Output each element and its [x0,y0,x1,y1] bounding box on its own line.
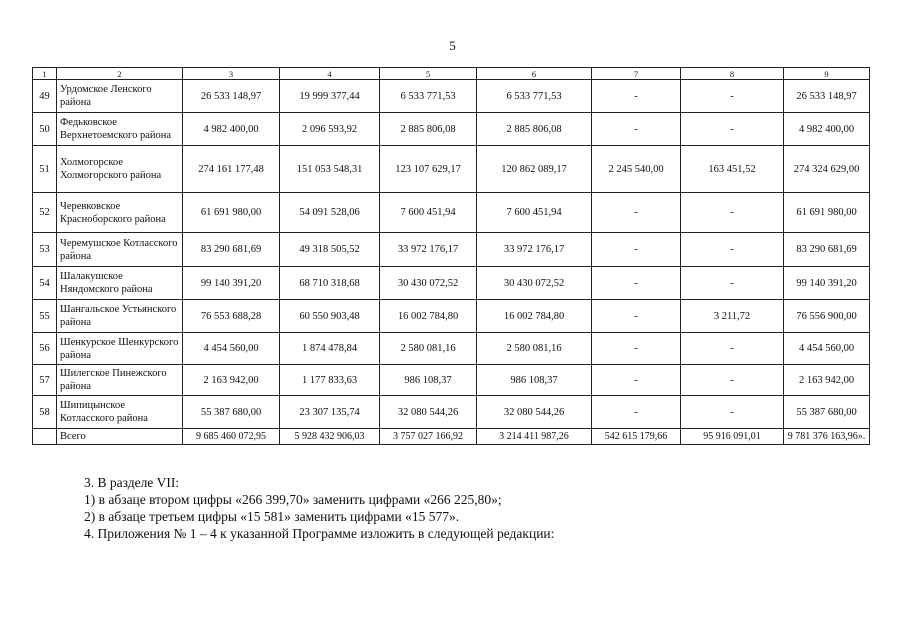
paragraph: 1) в абзаце втором цифры «266 399,70» заменить цифрами «266 225,80»; [84,492,502,507]
value-cell-c9: 2 163 942,00 [784,365,870,396]
value-cell-c6: 30 430 072,52 [477,267,592,300]
value-cell-c3: 76 553 688,28 [183,300,280,333]
table-row [33,113,870,146]
value-cell-c8: - [681,365,784,396]
value-cell-c4: 2 096 593,92 [280,113,380,146]
table-row [33,146,870,193]
value-cell-c6: 120 862 089,17 [477,146,592,193]
column-number: 9 [784,68,870,80]
value-cell-c9: 83 290 681,69 [784,233,870,267]
value-cell-c8: - [681,267,784,300]
amendment-text [84,474,554,542]
value-cell-c7: - [592,396,681,429]
municipality-name: Шангальское Устьянского района [57,300,183,333]
value-cell-c9: 26 533 148,97 [784,80,870,113]
value-cell-c9: 76 556 900,00 [784,300,870,333]
column-number: 7 [592,68,681,80]
paragraph: 2) в абзаце третьем цифры «15 581» заменить цифрами «15 577». [84,509,460,524]
value-cell-c9: 99 140 391,20 [784,267,870,300]
row-number: 53 [33,233,57,267]
value-cell-c7: - [592,365,681,396]
value-cell-c6: 986 108,37 [477,365,592,396]
value-cell-c6: 32 080 544,26 [477,396,592,429]
value-cell-c9: 4 982 400,00 [784,113,870,146]
value-cell-c8: - [681,80,784,113]
value-cell-c4: 49 318 505,52 [280,233,380,267]
value-cell-c7: 2 245 540,00 [592,146,681,193]
budget-table [32,67,870,445]
column-number: 2 [57,68,183,80]
value-cell-c7: - [592,233,681,267]
column-number: 6 [477,68,592,80]
value-cell-c5: 16 002 784,80 [380,300,477,333]
municipality-name: Шилегское Пинежского района [57,365,183,396]
value-cell-c4: 19 999 377,44 [280,80,380,113]
municipality-name: Шалакушское Няндомского района [57,267,183,300]
value-cell-c3: 26 533 148,97 [183,80,280,113]
row-number: 51 [33,146,57,193]
table-row [33,80,870,113]
column-number: 3 [183,68,280,80]
column-number: 5 [380,68,477,80]
total-value-c5: 3 757 027 166,92 [380,429,477,445]
value-cell-c8: - [681,333,784,365]
total-value-c4: 5 928 432 906,03 [280,429,380,445]
municipality-name: Шипицынское Котласского района [57,396,183,429]
total-label: Всего [57,429,183,445]
value-cell-c5: 2 885 806,08 [380,113,477,146]
value-cell-c5: 30 430 072,52 [380,267,477,300]
value-cell-c4: 23 307 135,74 [280,396,380,429]
column-number-row [33,68,870,80]
row-number: 57 [33,365,57,396]
row-number: 55 [33,300,57,333]
value-cell-c6: 2 580 081,16 [477,333,592,365]
row-number: 49 [33,80,57,113]
value-cell-c6: 7 600 451,94 [477,193,592,233]
column-number: 8 [681,68,784,80]
value-cell-c5: 2 580 081,16 [380,333,477,365]
value-cell-c5: 6 533 771,53 [380,80,477,113]
value-cell-c5: 32 080 544,26 [380,396,477,429]
value-cell-c9: 61 691 980,00 [784,193,870,233]
page-number: 5 [449,38,456,53]
total-value-c6: 3 214 411 987,26 [477,429,592,445]
value-cell-c8: - [681,193,784,233]
value-cell-c4: 68 710 318,68 [280,267,380,300]
value-cell-c5: 33 972 176,17 [380,233,477,267]
value-cell-c7: - [592,80,681,113]
column-number: 1 [33,68,57,80]
table-row [33,333,870,365]
value-cell-c7: - [592,193,681,233]
value-cell-c8: - [681,396,784,429]
value-cell-c3: 274 161 177,48 [183,146,280,193]
value-cell-c7: - [592,267,681,300]
value-cell-c6: 2 885 806,08 [477,113,592,146]
total-row [33,429,870,445]
value-cell-c7: - [592,300,681,333]
value-cell-c8: - [681,113,784,146]
value-cell-c9: 55 387 680,00 [784,396,870,429]
value-cell-c8: 3 211,72 [681,300,784,333]
row-number: 52 [33,193,57,233]
value-cell-c4: 54 091 528,06 [280,193,380,233]
value-cell-c6: 6 533 771,53 [477,80,592,113]
row-number: 54 [33,267,57,300]
value-cell-c8: 163 451,52 [681,146,784,193]
table-row [33,267,870,300]
value-cell-c6: 33 972 176,17 [477,233,592,267]
row-number: 56 [33,333,57,365]
value-cell-c3: 4 454 560,00 [183,333,280,365]
table-row [33,233,870,267]
table-row [33,193,870,233]
row-number [33,429,57,445]
municipality-name: Холмогорское Холмогорского района [57,146,183,193]
value-cell-c7: - [592,113,681,146]
value-cell-c9: 274 324 629,00 [784,146,870,193]
paragraph: 3. В разделе VII: [84,475,180,490]
row-number: 50 [33,113,57,146]
value-cell-c6: 16 002 784,80 [477,300,592,333]
value-cell-c4: 1 177 833,63 [280,365,380,396]
total-value-c8: 95 916 091,01 [681,429,784,445]
value-cell-c9: 4 454 560,00 [784,333,870,365]
table-row [33,396,870,429]
total-value-c3: 9 685 460 072,95 [183,429,280,445]
value-cell-c4: 60 550 903,48 [280,300,380,333]
municipality-name: Черемушское Котласского района [57,233,183,267]
value-cell-c4: 151 053 548,31 [280,146,380,193]
table-row [33,365,870,396]
value-cell-c7: - [592,333,681,365]
municipality-name: Черевковское Красноборского района [57,193,183,233]
value-cell-c3: 2 163 942,00 [183,365,280,396]
value-cell-c3: 55 387 680,00 [183,396,280,429]
total-value-c9: 9 781 376 163,96». [784,429,870,445]
value-cell-c3: 83 290 681,69 [183,233,280,267]
value-cell-c3: 99 140 391,20 [183,267,280,300]
column-number: 4 [280,68,380,80]
value-cell-c5: 986 108,37 [380,365,477,396]
value-cell-c5: 7 600 451,94 [380,193,477,233]
paragraph: 4. Приложения № 1 – 4 к указанной Программе изложить в следующей редакции: [84,526,555,541]
value-cell-c8: - [681,233,784,267]
total-value-c7: 542 615 179,66 [592,429,681,445]
value-cell-c5: 123 107 629,17 [380,146,477,193]
value-cell-c4: 1 874 478,84 [280,333,380,365]
table-row [33,300,870,333]
municipality-name: Федьковское Верхнетоемского района [57,113,183,146]
value-cell-c3: 61 691 980,00 [183,193,280,233]
value-cell-c3: 4 982 400,00 [183,113,280,146]
row-number: 58 [33,396,57,429]
municipality-name: Урдомское Ленского района [57,80,183,113]
municipality-name: Шенкурское Шенкурского района [57,333,183,365]
